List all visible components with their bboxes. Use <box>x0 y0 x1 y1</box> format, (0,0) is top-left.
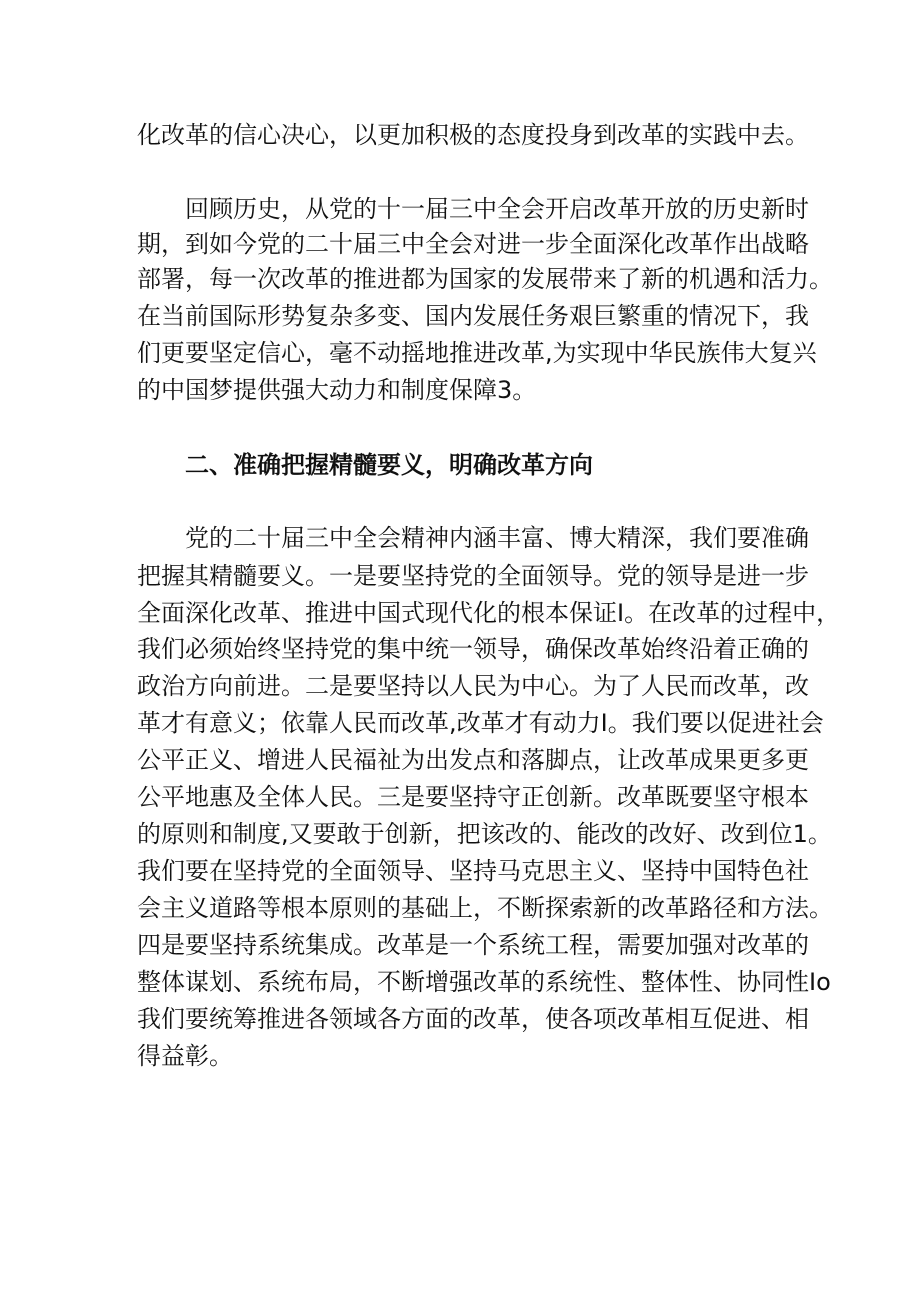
paragraph-2-line-2: 期，到如今党的二十届三中全会对进一步全面深化改革作出战略 <box>137 230 809 258</box>
paragraph-2-line-1: 回顾历史，从党的十一届三中全会开启改革开放的历史新时 <box>185 195 809 223</box>
paragraph-3-line-8: 公平地惠及全体人民。三是要坚持守正创新。改革既要坚守根本 <box>137 783 809 811</box>
paragraph-3-line-3: 全面深化改革、推进中国式现代化的根本保证I。在改革的过程中， <box>137 599 841 627</box>
paragraph-1-line-1: 化改革的信心决心，以更加积极的态度投身到改革的实践中去。 <box>137 121 809 149</box>
paragraph-2-line-5: 们更要坚定信心，毫不动摇地推进改革,为实现中华民族伟大复兴 <box>137 339 817 367</box>
paragraph-3-line-9: 的原则和制度,又要敢于创新，把该改的、能改的改好、改到位1。 <box>137 820 832 848</box>
paragraph-3-line-6: 革才有意义；依靠人民而改革,改革才有动力I。我们要以促进社会 <box>137 709 824 737</box>
paragraph-3-line-5: 政治方向前进。二是要坚持以人民为中心。为了人民而改革，改 <box>137 672 809 700</box>
paragraph-3-line-2: 把握其精髓要义。一是要坚持党的全面领导。党的领导是进一步 <box>137 562 809 590</box>
paragraph-3-line-10: 我们要在坚持党的全面领导、坚持马克思主义、坚持中国特色社 <box>137 857 809 885</box>
paragraph-3-line-15: 得益彰。 <box>137 1042 233 1070</box>
paragraph-3-line-11: 会主义道路等根本原则的基础上，不断探索新的改革路径和方法。 <box>137 894 833 922</box>
paragraph-2-line-3: 部署，每一次改革的推进都为国家的发展带来了新的机遇和活力。 <box>137 265 833 293</box>
paragraph-3-line-1: 党的二十届三中全会精神内涵丰富、博大精深，我们要准确 <box>185 524 809 552</box>
paragraph-2-line-6: 的中国梦提供强大动力和制度保障3。 <box>137 376 537 404</box>
paragraph-3-line-4: 我们必须始终坚持党的集中统一领导，确保改革始终沿着正确的 <box>137 635 809 663</box>
paragraph-2-line-4: 在当前国际形势复杂多变、国内发展任务艰巨繁重的情况下，我 <box>137 302 809 330</box>
paragraph-3-line-7: 公平正义、增进人民福祉为出发点和落脚点，让改革成果更多更 <box>137 746 809 774</box>
paragraph-3-line-12: 四是要坚持系统集成。改革是一个系统工程，需要加强对改革的 <box>137 931 809 959</box>
paragraph-3-line-13: 整体谋划、系统布局，不断增强改革的系统性、整体性、协同性Io <box>137 968 831 996</box>
paragraph-3-line-14: 我们要统筹推进各领域各方面的改革，使各项改革相互促进、相 <box>137 1005 809 1033</box>
section-heading: 二、准确把握精髓要义，明确改革方向 <box>185 451 593 479</box>
